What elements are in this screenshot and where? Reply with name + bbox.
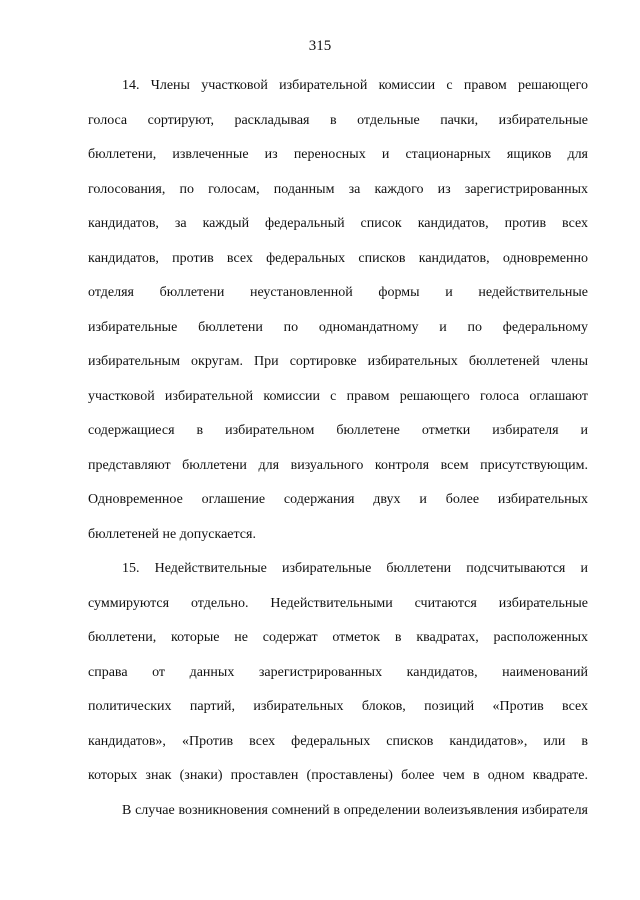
text-line: кандидатов, за каждый федеральный список кандидатов, против всех: [88, 216, 588, 231]
text-line: Одновременное оглашение содержания двух и более избирательных: [88, 492, 588, 507]
text-line: политических партий, избирательных блоков, позиций «Против всех: [88, 699, 588, 714]
text-line: справа от данных зарегистрированных кандидатов, наименований: [88, 665, 588, 680]
text-line: бюллетеней не допускается.: [88, 527, 256, 542]
text-line: суммируются отдельно. Недействительными считаются избирательные: [88, 596, 588, 611]
text-line: представляют бюллетени для визуального контроля всем присутствующим.: [88, 458, 588, 473]
page-number: 315: [308, 38, 332, 54]
text-line: избирательным округам. При сортировке избирательных бюллетеней члены: [88, 354, 588, 369]
text-line: кандидатов, против всех федеральных списков кандидатов, одновременно: [88, 251, 588, 266]
text-line: бюллетени, которые не содержат отметок в квадратах, расположенных: [88, 630, 588, 645]
text-line: В случае возникновения сомнений в определении волеизъявления избирателя: [122, 803, 588, 818]
text-line: участковой избирательной комиссии с правом решающего голоса оглашают: [88, 389, 588, 404]
text-line: голосования, по голосам, поданным за каждого из зарегистрированных: [88, 182, 588, 197]
text-line: 15. Недействительные избирательные бюллетени подсчитываются и: [122, 561, 588, 576]
text-line: содержащиеся в избирательном бюллетене отметки избирателя и: [88, 423, 588, 438]
text-line: бюллетени, извлеченные из переносных и стационарных ящиков для: [88, 147, 588, 162]
text-line: кандидатов», «Против всех федеральных списков кандидатов», или в: [88, 734, 588, 749]
text-line: которых знак (знаки) проставлен (проставлены) более чем в одном квадрате.: [88, 768, 588, 783]
text-line: голоса сортируют, раскладывая в отдельные пачки, избирательные: [88, 113, 588, 128]
text-line: отделяя бюллетени неустановленной формы и недействительные: [88, 285, 588, 300]
text-line: 14. Члены участковой избирательной комиссии с правом решающего: [122, 78, 588, 93]
text-line: избирательные бюллетени по одномандатному и по федеральному: [88, 320, 588, 335]
